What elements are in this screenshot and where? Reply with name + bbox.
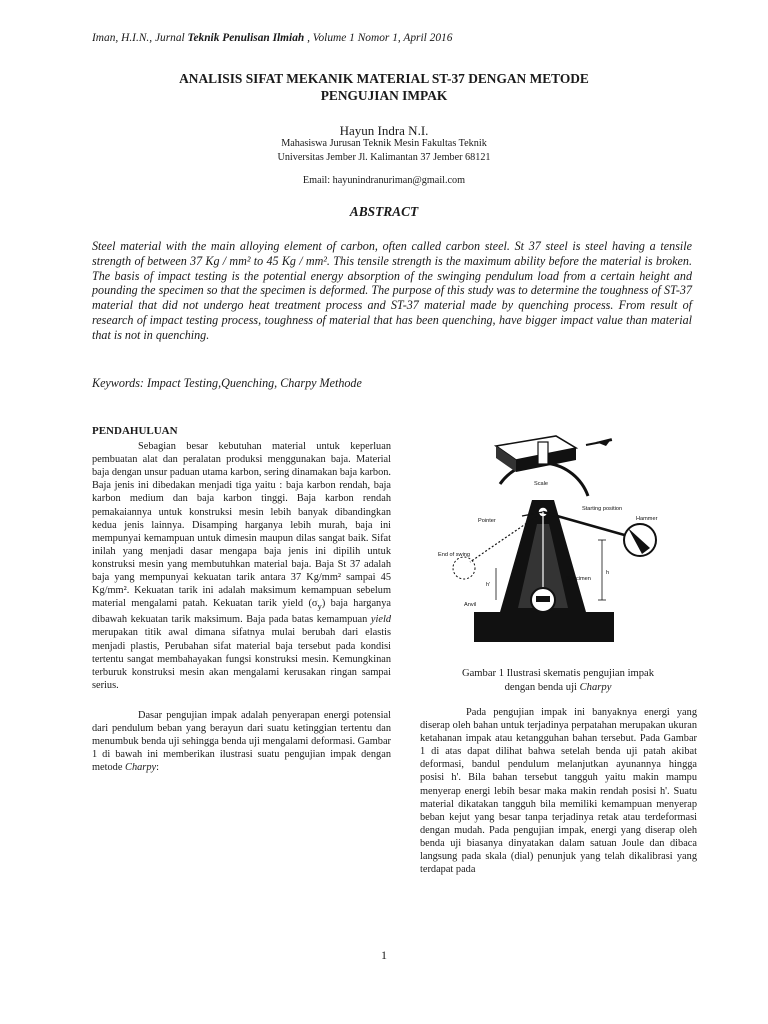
affiliation xyxy=(0,137,768,165)
intro-p1-text-b: ) baja harganya dibawah kekuatan tarik maksimum. Baja pada batas kemampuan xyxy=(92,598,391,626)
label-scale: Scale xyxy=(534,481,548,487)
intro-p2-italic: Charpy xyxy=(125,762,157,774)
affiliation-line-2: Universitas Jember Jl. Kalimantan 37 Jember 68121 xyxy=(277,152,491,163)
caption-text: dengan benda uji xyxy=(504,681,580,693)
caption-line-2 xyxy=(418,681,698,695)
intro-p1-italic: yield xyxy=(370,614,391,626)
left-column xyxy=(92,425,391,774)
author-email: Email: hayunindranuriman@gmail.com xyxy=(302,175,466,186)
intro-p2-text-b: : xyxy=(156,762,159,774)
header-authors: Iman, H.I.N., Jurnal xyxy=(92,32,188,44)
label-starting-position: Starting position xyxy=(582,506,623,512)
section-heading: PENDAHULUAN xyxy=(92,425,178,437)
label-h-prime: h' xyxy=(486,582,491,588)
title-line-1: ANALISIS SIFAT MEKANIK MATERIAL ST-37 DENGAN METODE xyxy=(179,71,589,86)
right-paragraph-1: Pada pengujian impak ini banyaknya energi yang diserap oleh bahan untuk terjadinya perpatahan merupakan ukuran ketahanan impak atau ketangguhan bahan tersebut. Pada Gambar 1 di atas dapat dilihat bahwa setelah benda uji patah akibat deformasi, bandul pendulum melanjutkan ayunannya hingga posisi h'. Bila bahan tersebut tangguh yaitu makin mampu menyerap energi lebih besar maka makin rendah posisi h'. Suatu material dikatakan tangguh bila memiliki kemampuan menyerap beban kejut yang besar tanpa terjadinya retak atau terdeformasi dengan mudah. Pada pengujian impak, energi yang diserap oleh benda uji biasanya dinyatakan dalam satuan Joule dan dibaca langsung pada skala (dial) penunjuk yang telah dikalibrasi yang terdapat pada xyxy=(420,707,697,876)
label-specimen: Specimen xyxy=(566,576,591,582)
label-hammer: Hammer xyxy=(636,516,658,522)
label-pointer: Pointer xyxy=(478,518,496,524)
intro-paragraph-1 xyxy=(92,440,391,692)
label-h: h xyxy=(606,570,610,576)
header-volume: , Volume 1 Nomor 1, April 2016 xyxy=(304,32,453,44)
intro-p1-text-c: merupakan titik awal dimana sifatnya mulai berubah dari elastis menjadi plastis, Perubahan sifat material baja tersebut pada kondisi tertentu sangat membahayakan fungsi konstruksi mesin. Kemungkinan terburuk konstruksi mesin akan mengalami kerusakan ringan sampai serius. xyxy=(92,627,391,691)
charpy-illustration xyxy=(436,428,680,650)
label-end-of-swing: End of swing xyxy=(438,552,471,558)
title-line-2: PENGUJIAN IMPAK xyxy=(320,88,448,103)
paper-title xyxy=(0,70,768,104)
abstract-heading: ABSTRACT xyxy=(349,204,419,219)
caption-line-1: Gambar 1 Ilustrasi skematis pengujian impak xyxy=(461,668,655,679)
caption-italic: Charpy xyxy=(579,681,612,693)
label-anvil: Anvil xyxy=(464,602,477,608)
abstract-text: Steel material with the main alloying element of carbon, often called carbon steel. St 37 steel is steel having a tensile strength of between 37 Kg / mm² to 45 Kg / mm². This tensile strength is the maximum ability before the material is broken. The basis of impact testing is the potential energy absorption of the swinging pendulum load from a certain height and pounding the specimen so that the specimen is deformed. The purpose of this study was to determine the toughness of ST-37 material that did not undergo heat treatment process and ST-37 material made by quenching process. From result of research of impact testing process, toughness of material that has been quenching, have bigger impact value than material that is not in quenching. xyxy=(92,239,692,342)
intro-p1-text-a: Sebagian besar kebutuhan material untuk keperluan pembuatan alat dan peralatan produksi menggunakan baja. Material baja dengan unsur paduan utama karbon, sering dinamakan baja karbon. Baja jenis ini dibedakan menjadi tiga yaitu : baja karbon rendah, baja karbon medium dan baja karbon tinggi. Baja karbon rendah pemakaiannya untuk konstruksi mesin lebih banyak dibandingkan kedua jenis lainnya. Disamping harganya lebih murah, baja ini mempunyai kemampuan untuk dimesin maupun dilas sangat baik. Sifat inilah yang menjadi dasar mengapa baja jenis ini dipilih untuk konstruksi mesin yang membutuhkan material baja. Baja St 37 adalah baja yang mempunyai kekuatan tarik antara 37 Kg/mm² sampai 45 Kg/mm². Kekuatan tarik ini adalah maksimum kemampuan sebelum material mengalami patah. Kekuatan tarik yield (σ xyxy=(92,441,392,610)
running-header xyxy=(92,32,452,44)
specimen-inset xyxy=(496,436,612,472)
hammer-end xyxy=(453,557,475,579)
charpy-figure xyxy=(436,428,680,650)
specimen xyxy=(536,596,550,602)
affiliation-line-1: Mahasiswa Jurusan Teknik Mesin Fakultas Teknik xyxy=(281,138,487,149)
sigma-subscript: y xyxy=(317,601,322,612)
author-name: Hayun Indra N.I. xyxy=(339,123,429,138)
machine-base xyxy=(474,612,614,642)
page-number: 1 xyxy=(381,948,387,962)
intro-paragraph-2 xyxy=(92,709,391,774)
right-column xyxy=(420,706,697,876)
keywords: Keywords: Impact Testing,Quenching, Charpy Methode xyxy=(92,376,362,390)
header-journal: Teknik Penulisan Ilmiah xyxy=(187,32,305,44)
figure-caption xyxy=(418,667,698,694)
intro-p2-text-a: Dasar pengujian impak adalah penyerapan energi potensial dari pendulum beban yang berayun dari suatu ketinggian tertentu dan menumbuk benda uji sehingga benda uji mengalami deformasi. Gambar 1 di bawah ini memberikan ilustrasi suatu pengujian impak dengan metode xyxy=(92,709,391,774)
